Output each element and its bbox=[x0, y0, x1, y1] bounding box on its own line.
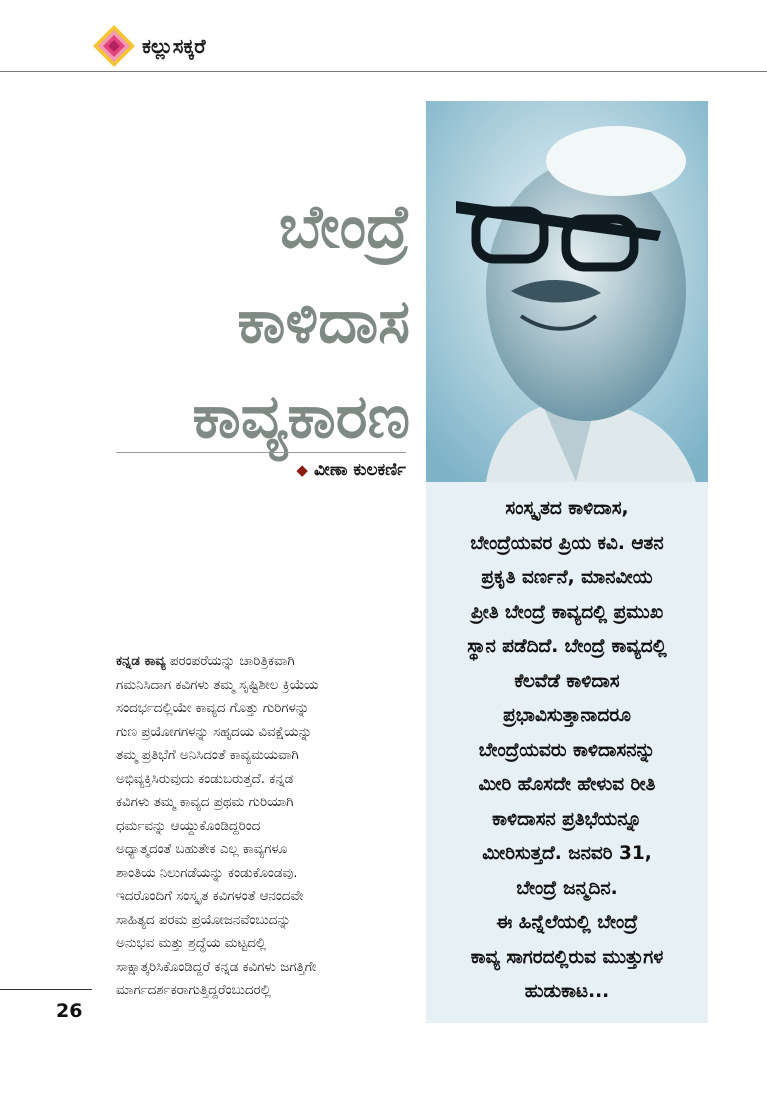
article-body bbox=[116, 650, 411, 1003]
author-byline bbox=[236, 460, 406, 480]
body-line: ಧರ್ಮವನ್ನು ಆಯ್ದುಕೊಂಡಿದ್ದರಿಂದ bbox=[116, 818, 261, 834]
body-line: ಅಧ್ಯಾತ್ಮದಂತೆ ಬಹುತೇಕ ಎಲ್ಲ ಕಾವ್ಯಗಳೂ bbox=[116, 842, 288, 857]
pull-quote-line: ಕಾವ್ಯ ಸಾಗರದಲ್ಲಿರುವ ಮುತ್ತುಗಳ bbox=[470, 946, 664, 968]
body-line: ಅನುಭವ ಮತ್ತು ಶ್ರದ್ಧೆಯ ಮಟ್ಟದಲ್ಲಿ bbox=[116, 936, 266, 951]
pull-quote-line: ಈ ಹಿನ್ನೆಲೆಯಲ್ಲಿ ಬೇಂದ್ರೆ bbox=[496, 912, 638, 933]
pull-quote-line: ಕೆಲವೆಡೆ ಕಾಳಿದಾಸ bbox=[514, 670, 620, 692]
magazine-logo-icon bbox=[92, 24, 136, 68]
body-line-text: ಪರಂಪರೆಯನ್ನು ಚಾರಿತ್ರಿಕವಾಗಿ bbox=[165, 654, 295, 669]
body-line: ಮಾರ್ಗದರ್ಶಕರಾಗುತ್ತಿದ್ದರೆಂಬುದರಲ್ಲಿ bbox=[116, 983, 271, 998]
pull-quote-line: ಬೇಂದ್ರೆಯವರ ಪ್ರಿಯ ಕವಿ. ಆತನ bbox=[470, 532, 664, 554]
section-name: ಕಲ್ಲುಸಕ್ಕರೆ bbox=[142, 34, 206, 58]
body-line: ಅಭಿವ್ಯಕ್ತಿಸಿರುವುದು ಕಂಡುಬರುತ್ತದೆ. ಕನ್ನಡ bbox=[116, 771, 294, 787]
title-divider bbox=[116, 452, 406, 453]
body-line: ಗಮನಿಸಿದಾಗ ಕವಿಗಳು ತಮ್ಮ ಸೃಷ್ಟಿಶೀಲ ಕ್ರಿಯೆಯ bbox=[116, 677, 319, 693]
pull-quote-line: ಸಂಸ್ಕೃತದ ಕಾಳಿದಾಸ, bbox=[505, 498, 629, 519]
pull-quote-line: ಮೀರಿ ಹೊಸದೇ ಹೇಳುವ ರೀತಿ bbox=[478, 774, 656, 795]
author-portrait-photo bbox=[426, 101, 708, 482]
body-line: ಸಾಹಿತ್ಯದ ಪರಮ ಪ್ರಯೋಜನವೆಂಬುದನ್ನು bbox=[116, 912, 291, 928]
author-name: ವೀಣಾ ಕುಲಕರ್ಣಿ bbox=[313, 460, 406, 480]
diamond-bullet-icon: ◆ bbox=[296, 461, 308, 479]
pull-quote-line: ಸ್ಥಾನ ಪಡೆದಿದೆ. ಬೇಂದ್ರೆ ಕಾವ್ಯದಲ್ಲಿ bbox=[467, 636, 667, 657]
pull-quote-line: ಪ್ರೀತಿ ಬೇಂದ್ರೆ ಕಾವ್ಯದಲ್ಲಿ ಪ್ರಮುಖ bbox=[470, 601, 664, 623]
title-line: ಕಾಳಿದಾಸ bbox=[237, 287, 410, 357]
pull-quote-line: ಕಾಳಿದಾಸನ ಪ್ರತಿಭೆಯನ್ನೂ bbox=[492, 808, 642, 830]
body-line: ತಮ್ಮ ಪ್ರತಿಭೆಗೆ ಅನಿಸಿದಂತೆ ಕಾವ್ಯಮಯವಾಗಿ bbox=[116, 748, 299, 763]
page-number: 26 bbox=[56, 1000, 83, 1022]
pull-quote-box bbox=[426, 482, 708, 1023]
pull-quote-line: ಮೀರಿಸುತ್ತದೆ. ಜನವರಿ 31, bbox=[482, 843, 652, 864]
pull-quote-text bbox=[426, 492, 708, 1010]
body-line: ಸಾಕ್ಷಾತ್ಕರಿಸಿಕೊಂಡಿದ್ದರೆ ಕನ್ನಡ ಕವಿಗಳು ಜಗತ್ತಿಗೇ bbox=[116, 959, 317, 975]
body-line bbox=[116, 650, 411, 674]
body-lead-word: ಕನ್ನಡ ಕಾವ್ಯ bbox=[116, 654, 166, 669]
pull-quote-line: ಪ್ರಕೃತಿ ವರ್ಣನೆ, ಮಾನವೀಯ bbox=[481, 567, 653, 588]
body-line: ಕವಿಗಳು ತಮ್ಮ ಕಾವ್ಯದ ಪ್ರಥಮ ಗುರಿಯಾಗಿ bbox=[116, 795, 294, 810]
body-line: ಗುಣ ಪ್ರಯೋಗಗಳನ್ನು ಸಹೃದಯ ವಿವಕ್ಷೆಯನ್ನು bbox=[116, 724, 313, 740]
title-line: ಬೇಂದ್ರೆ bbox=[278, 192, 410, 262]
body-line: ಶಾಂತಿಯ ನಿಲುಗಡೆಯನ್ನು ಕಂಡುಕೊಂಡವು. bbox=[116, 865, 298, 881]
title-line: ಕಾವ್ಯಕಾರಣ bbox=[192, 382, 410, 452]
body-line: ಸಂದರ್ಭದಲ್ಲಿಯೇ ಕಾವ್ಯದ ಗೊತ್ತು ಗುರಿಗಳನ್ನು bbox=[116, 701, 310, 716]
article-title bbox=[100, 180, 410, 465]
footer-divider bbox=[0, 989, 92, 990]
body-line: ಇದರೊಂದಿಗೆ ಸಂಸ್ಕೃತ ಕವಿಗಳಂತೆ ಆನಂದವೇ bbox=[116, 889, 304, 904]
pull-quote-line: ಪ್ರಭಾವಿಸುತ್ತಾನಾದರೂ bbox=[503, 705, 631, 726]
pull-quote-line: ಬೇಂದ್ರೆಯವರು ಕಾಳಿದಾಸನನ್ನು bbox=[478, 739, 656, 761]
pull-quote-line: ಬೇಂದ್ರೆ ಜನ್ಮದಿನ. bbox=[516, 877, 618, 899]
pull-quote-line: ಹುಡುಕಾಟ... bbox=[524, 981, 610, 1002]
header-divider bbox=[0, 71, 767, 72]
